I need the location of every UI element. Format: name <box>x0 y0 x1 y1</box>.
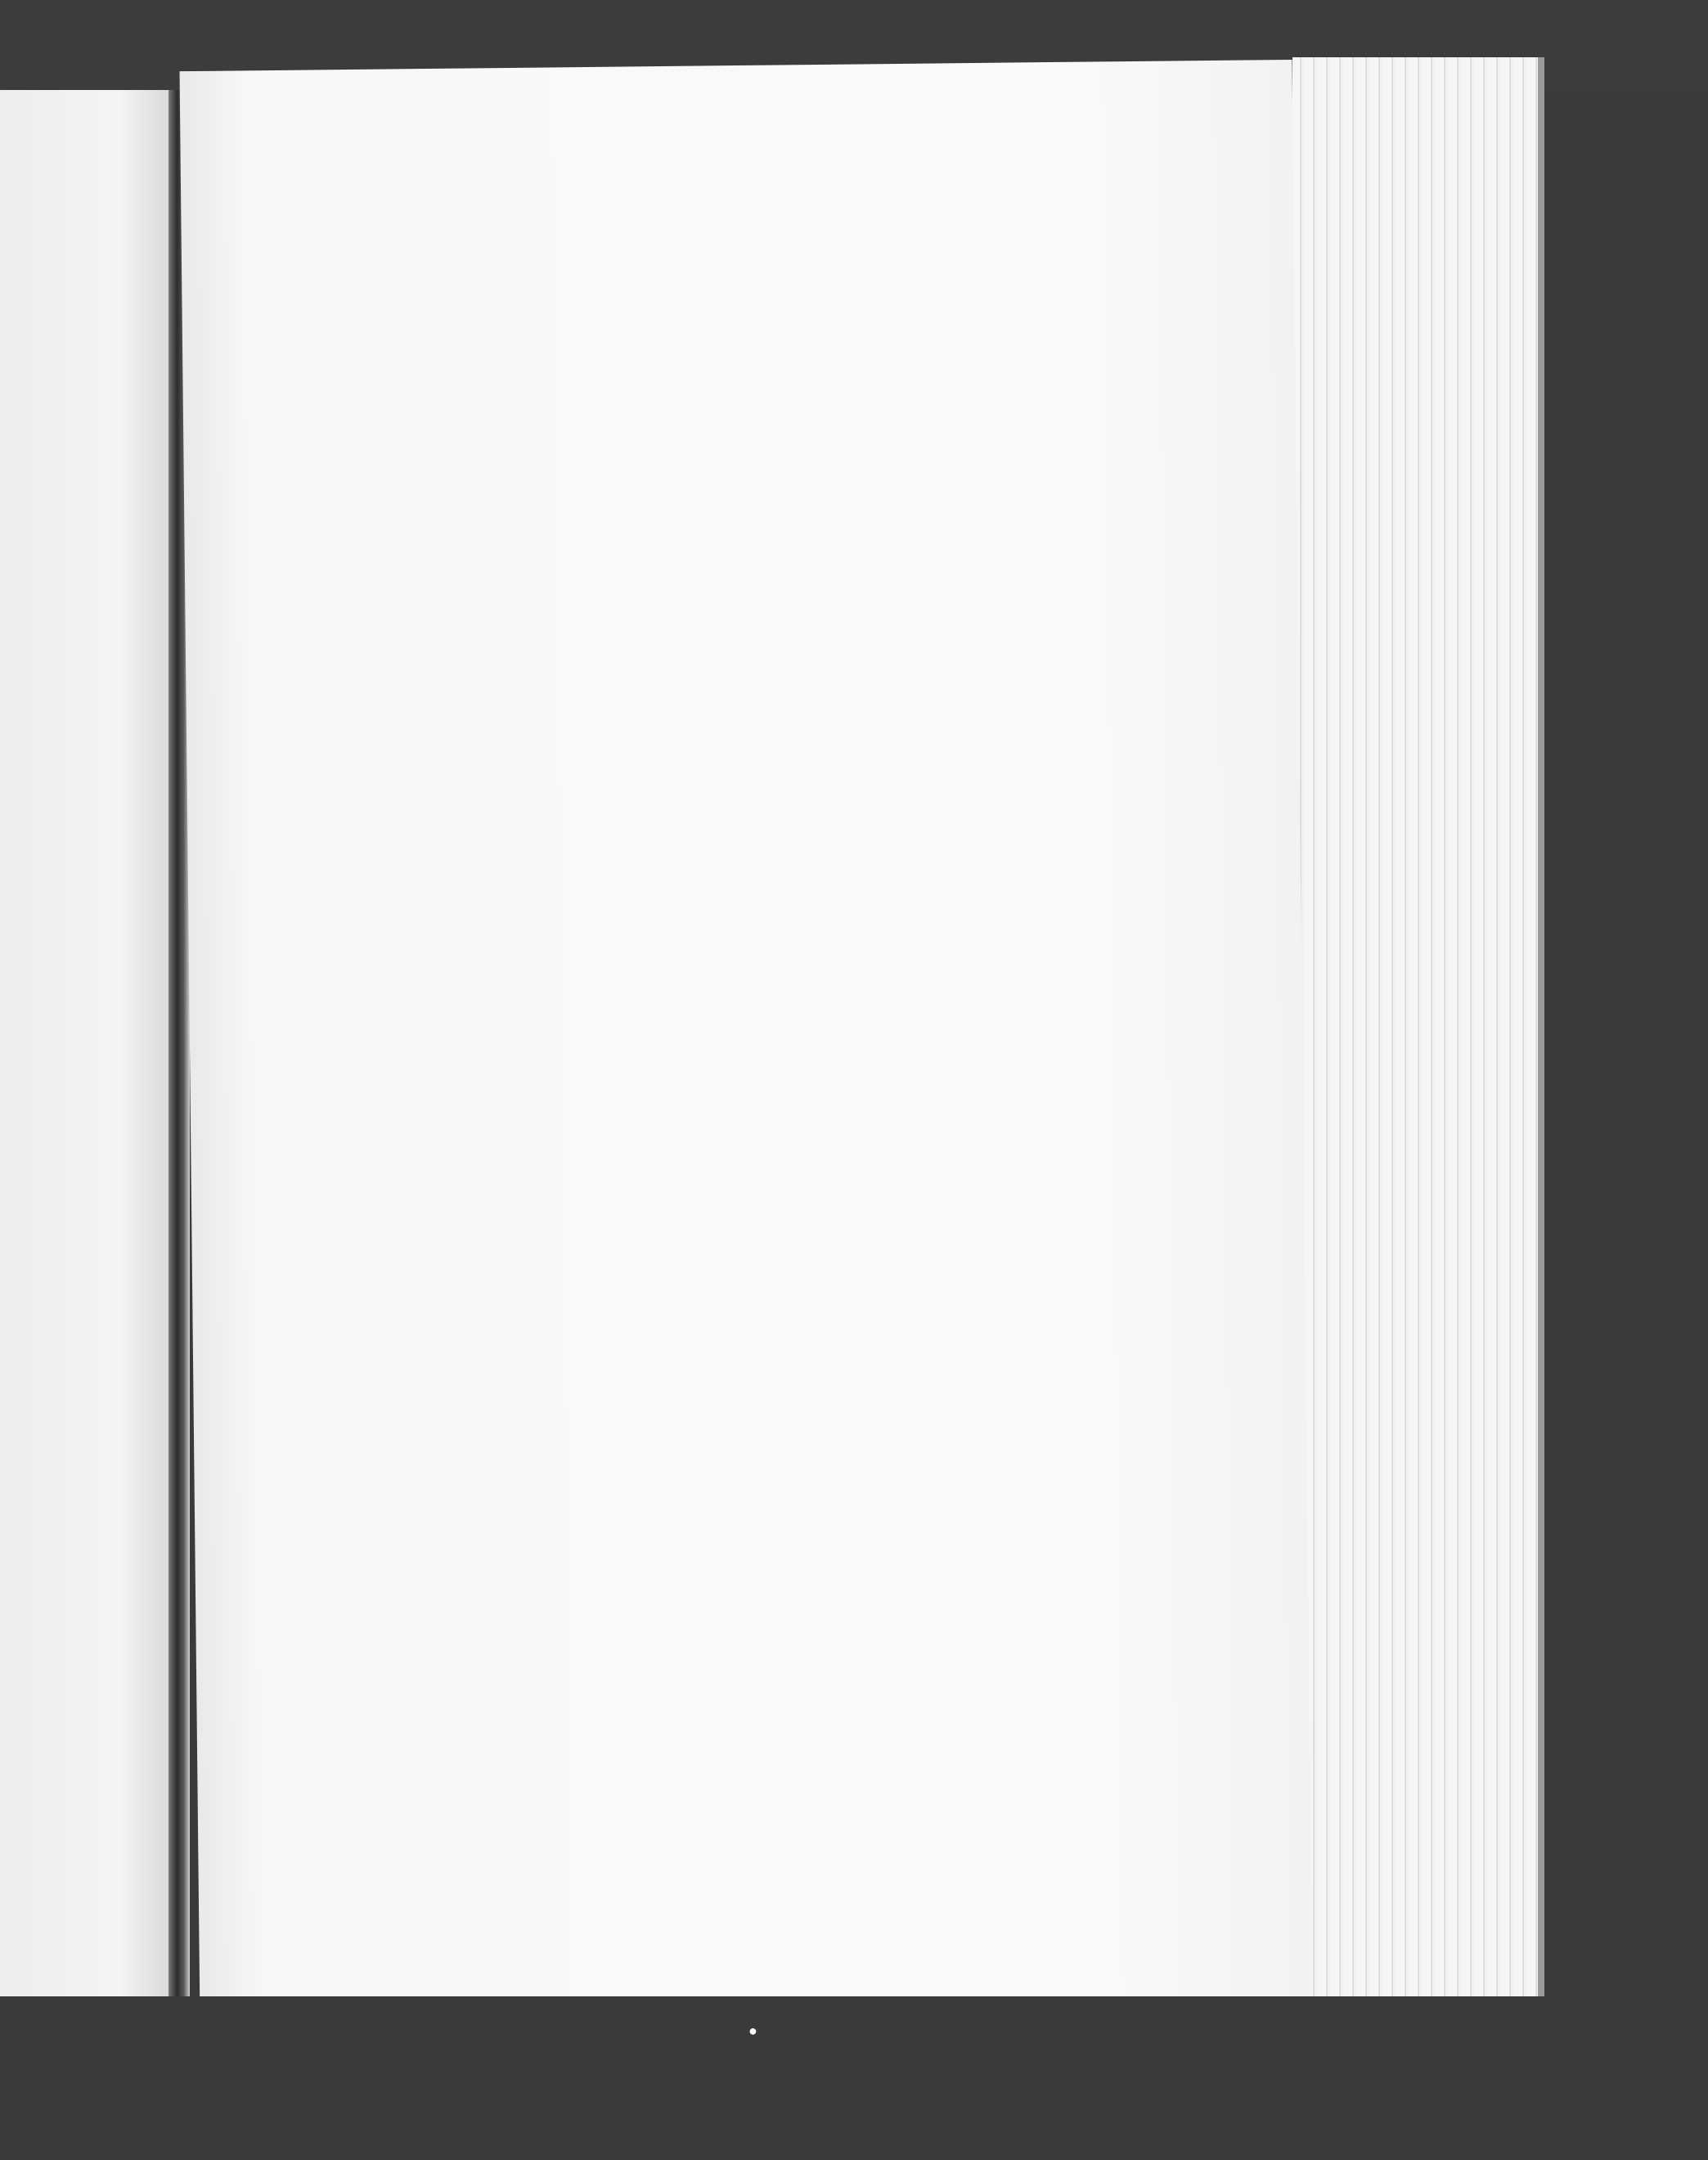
page-edges <box>1292 57 1544 2021</box>
running-head <box>201 260 1118 319</box>
background-bottom <box>0 1996 1708 2160</box>
scan-speck: ● <box>748 2023 757 2039</box>
left-page <box>0 90 172 2013</box>
right-page <box>180 60 1313 2027</box>
right-page-text <box>201 260 1118 319</box>
